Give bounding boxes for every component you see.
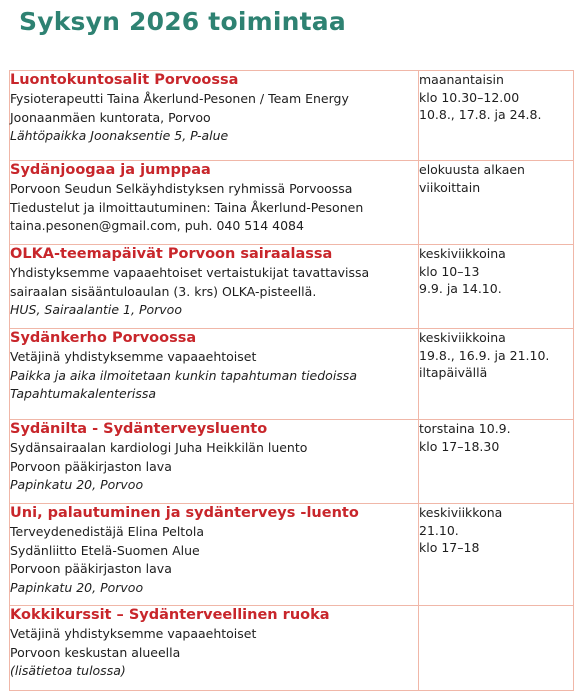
event-time-line: keskiviikkoina [419,246,506,261]
event-time-cell [419,71,574,161]
event-location-line: Tapahtumakalenterissa [10,386,157,401]
event-time-line: 21.10. [419,522,459,538]
event-time-cell [419,329,574,420]
event-title: Sydänjoogaa ja jumppaa [10,162,211,178]
event-detail-line: Sydänliitto Etelä-Suomen Alue [10,542,200,558]
event-time-line: 19.8., 16.9. ja 21.10. [419,347,550,363]
event-detail-line: sairaalan sisääntuloaulan (3. krs) OLKA-pisteellä. [10,283,317,299]
event-time-line: klo 17–18.30 [419,438,500,454]
table-row [10,161,574,245]
event-time-line: klo 17–18 [419,540,480,555]
event-info-cell [10,245,419,329]
event-detail-line: Fysioterapeutti Taina Åkerlund-Pesonen / Team Energy [10,91,349,106]
event-title: Sydänkerho Porvoossa [10,330,197,346]
event-title: Uni, palautuminen ja sydänterveys -luento [10,505,359,521]
event-location-line: Papinkatu 20, Porvoo [10,579,144,595]
event-title: Kokkikurssit – Sydänterveellinen ruoka [10,607,330,623]
event-info-cell [10,504,419,606]
event-info-cell [10,606,419,691]
event-contact-line: taina.pesonen@gmail.com, puh. 040 514 4084 [10,218,304,233]
event-time-line: klo 10.30–12.00 [419,89,520,105]
event-time-cell [419,504,574,606]
event-detail-line: Porvoon keskustan alueella [10,644,181,660]
event-time-cell [419,245,574,329]
event-detail-line: Vetäjinä yhdistyksemme vapaaehtoiset [10,349,257,364]
event-schedule-body [10,71,574,691]
event-time-line: torstaina 10.9. [419,421,511,436]
event-location-line: Papinkatu 20, Porvoo [10,477,144,492]
event-detail-line: Joonaanmäen kuntorata, Porvoo [10,109,211,125]
event-time-line: keskiviikkoina [419,330,506,345]
table-row [10,71,574,161]
event-detail-line: Sydänsairaalan kardiologi Juha Heikkilän luento [10,440,308,455]
table-row [10,329,574,420]
event-detail-line: Porvoon pääkirjaston lava [10,561,172,576]
event-time-cell [419,161,574,245]
event-time-line: keskiviikkona [419,505,503,520]
event-time-line: 10.8., 17.8. ja 24.8. [419,107,542,122]
event-time-line: viikoittain [419,179,481,195]
event-info-cell [10,329,419,420]
event-title: Sydänilta - Sydänterveysluento [10,421,268,437]
event-detail-line: Yhdistyksemme vapaaehtoiset vertaistukijat tavattavissa [10,265,370,280]
event-schedule-table [9,70,574,691]
event-time-line: elokuusta alkaen [419,162,525,177]
event-info-cell [10,71,419,161]
event-detail-line: Porvoon Seudun Selkäyhdistyksen ryhmissä Porvoossa [10,181,353,196]
event-location-line: Lähtöpaikka Joonaksentie 5, P-alue [10,128,229,143]
event-info-cell [10,420,419,504]
event-detail-line: Tiedustelut ja ilmoittautuminen: Taina Åkerlund-Pesonen [10,199,364,215]
event-info-cell [10,161,419,245]
event-time-line: iltapäivällä [419,365,488,380]
table-row [10,504,574,606]
event-note-line: (lisätietoa tulossa) [10,663,126,678]
event-title: Luontokuntosalit Porvoossa [10,72,239,88]
event-time-line: maanantaisin [419,72,504,87]
event-time-cell [419,420,574,504]
page-title: Syksyn 2026 toimintaa [19,7,346,36]
event-time-line: klo 10–13 [419,263,480,279]
event-time-cell [419,606,574,691]
event-detail-line: Terveydenedistäjä Elina Peltola [10,524,204,539]
event-detail-line: Vetäjinä yhdistyksemme vapaaehtoiset [10,626,257,641]
event-time-line: 9.9. ja 14.10. [419,281,502,296]
event-location-line: Paikka ja aika ilmoitetaan kunkin tapahtuman tiedoissa [10,367,357,383]
table-row [10,420,574,504]
table-row [10,245,574,329]
table-row [10,606,574,691]
event-location-line: HUS, Sairaalantie 1, Porvoo [10,302,182,317]
event-detail-line: Porvoon pääkirjaston lava [10,458,172,474]
event-title: OLKA-teemapäivät Porvoon sairaalassa [10,246,333,262]
